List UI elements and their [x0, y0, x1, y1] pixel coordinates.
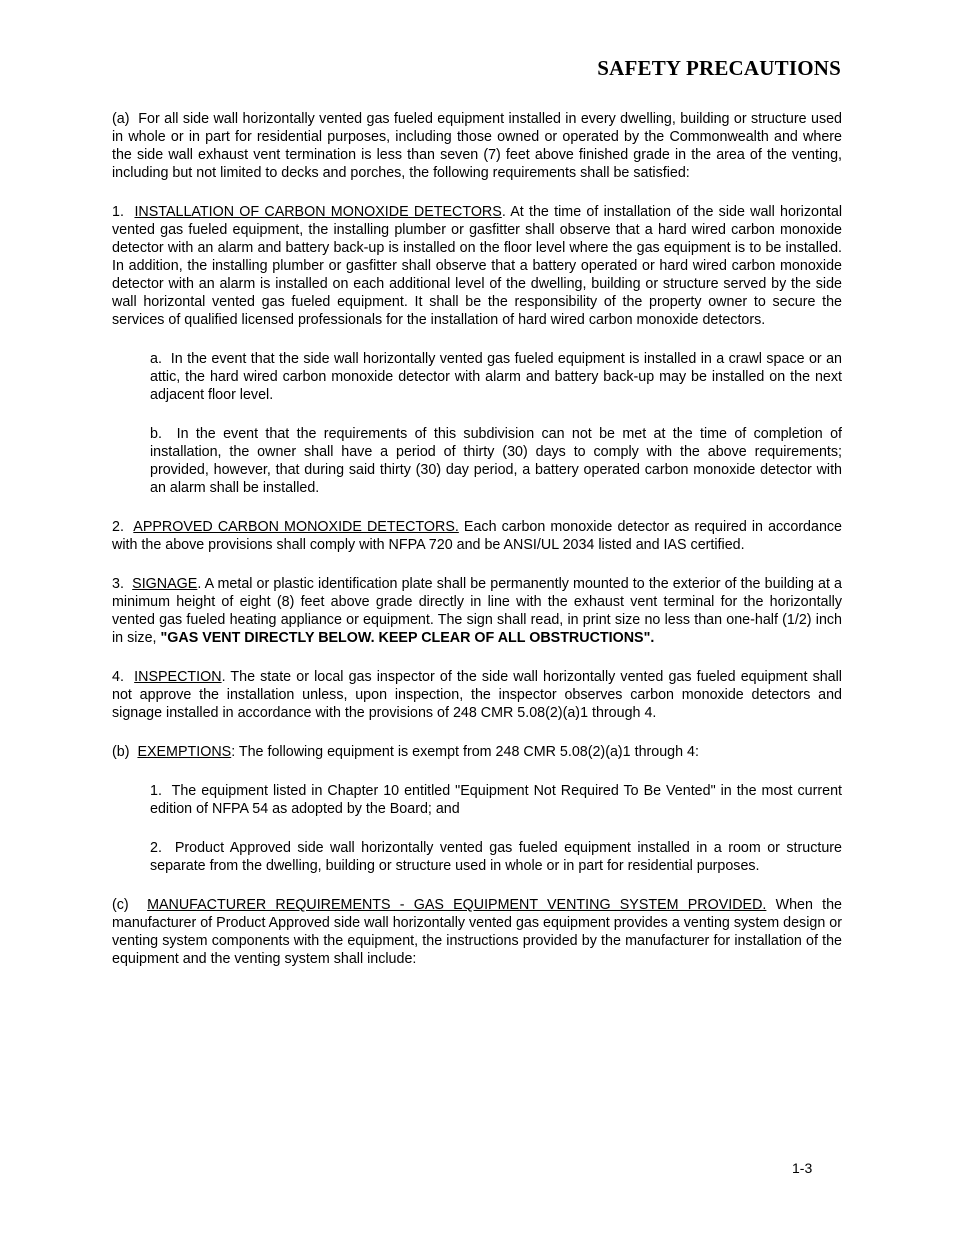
paragraph-marker: (b)	[112, 744, 130, 760]
section-heading: MANUFACTURER REQUIREMENTS - GAS EQUIPMENT VENTING SYSTEM PROVIDED.	[147, 897, 767, 913]
paragraph-marker: 3.	[112, 576, 124, 592]
paragraph-marker: 1.	[112, 204, 124, 220]
page-title: SAFETY PRECAUTIONS	[597, 56, 841, 80]
paragraph-marker: 2.	[112, 519, 124, 535]
paragraph-text: Product Approved side wall horizontally vented gas fueled equipment installed in a room or structure separate from the dwelling, building or structure used in whole or in part for residential purposes.	[150, 840, 842, 874]
paragraph-marker: 2.	[150, 840, 162, 856]
paragraph-marker: 1.	[150, 783, 162, 799]
paragraph-marker: (a)	[112, 111, 130, 127]
sign-text: "GAS VENT DIRECTLY BELOW. KEEP CLEAR OF ALL OBSTRUCTIONS".	[160, 630, 655, 646]
paragraph-text: In the event that the side wall horizontally vented gas fueled equipment is installed in a crawl space or an attic, the hard wired carbon monoxide detector with alarm and battery back-up may be installed on the next adjacent floor level.	[150, 351, 842, 403]
paragraph-2	[112, 518, 842, 554]
paragraph-text: . The state or local gas inspector of the side wall horizontally vented gas fueled equipment shall not approve the installation unless, upon inspection, the inspector observes carbon monoxide detectors and signage installed in accordance with the provisions of 248 CMR 5.08(2)(a)1 through 4.	[112, 669, 842, 721]
paragraph-marker: (c)	[112, 897, 129, 913]
paragraph-1	[112, 203, 842, 329]
paragraph-text: The equipment listed in Chapter 10 entitled "Equipment Not Required To Be Vented" in the most current edition of NFPA 54 as adopted by the Board; and	[150, 783, 842, 817]
paragraph-text: In the event that the requirements of this subdivision can not be met at the time of completion of installation, the owner shall have a period of thirty (30) days to comply with the above requirements; provided, however, that during said thirty (30) day period, a battery operated carbon monoxide detector with an alarm shall be installed.	[150, 426, 842, 496]
section-heading: APPROVED CARBON MONOXIDE DETECTORS.	[133, 519, 459, 535]
paragraph-text: . A metal or plastic identification plate shall be permanently mounted to the exterior of the building at a minimum height of eight (8) feet above grade directly in line with the exhaust vent terminal for the horizontally vented gas fueled heating appliance or equipment. The sign shall read, in print size no less than one-half (1/2) inch in size,	[112, 576, 842, 646]
paragraph-text: : The following equipment is exempt from 248 CMR 5.08(2)(a)1 through 4:	[231, 744, 699, 760]
paragraph-c	[112, 896, 842, 968]
section-heading: EXEMPTIONS	[137, 744, 232, 760]
paragraph-text: Each carbon monoxide detector as required in accordance with the above provisions shall comply with NFPA 720 and be ANSI/UL 2034 listed and IAS certified.	[112, 519, 842, 553]
paragraph-text: . At the time of installation of the side wall horizontal vented gas fueled equipment, the installing plumber or gasfitter shall observe that a hard wired carbon monoxide detector with an alarm and battery back-up is installed on the floor level where the gas equipment is to be installed. In addition, the installing plumber or gasfitter shall observe that a battery operated or hard wired carbon monoxide detector with an alarm is installed on each additional level of the dwelling, building or structure served by the side wall horizontal vented gas fueled equipment. It shall be the responsibility of the property owner to secure the services of qualified licensed professionals for the installation of hard wired carbon monoxide detectors.	[112, 204, 843, 328]
section-heading: SIGNAGE	[132, 576, 198, 592]
paragraph-1a	[150, 350, 842, 404]
paragraph-marker: a.	[150, 351, 162, 367]
section-heading: INSPECTION	[134, 669, 222, 685]
paragraph-exempt-2	[150, 839, 842, 875]
paragraph-exempt-1	[150, 782, 842, 818]
paragraph-4	[112, 668, 842, 722]
page-number: 1-3	[792, 1160, 813, 1176]
paragraph-b	[112, 743, 842, 761]
paragraph-3	[112, 575, 842, 647]
paragraph-text: When the manufacturer of Product Approved side wall horizontally vented gas equipment provides a venting system design or venting system components with the equipment, the instructions provided by the manufacturer for installation of the equipment and the venting system shall include:	[112, 897, 842, 967]
paragraph-marker: b.	[150, 426, 162, 442]
document-body	[112, 110, 842, 968]
paragraph-text: For all side wall horizontally vented gas fueled equipment installed in every dwelling, building or structure used in whole or in part for residential purposes, including those owned or operated by the Commonwealth and where the side wall exhaust vent termination is less than seven (7) feet above finished grade in the area of the venting, including but not limited to decks and porches, the following requirements shall be satisfied:	[112, 111, 842, 181]
section-heading: INSTALLATION OF CARBON MONOXIDE DETECTORS	[134, 204, 502, 220]
paragraph-1b	[150, 425, 842, 497]
paragraph-marker: 4.	[112, 669, 124, 685]
paragraph-a	[112, 110, 842, 182]
